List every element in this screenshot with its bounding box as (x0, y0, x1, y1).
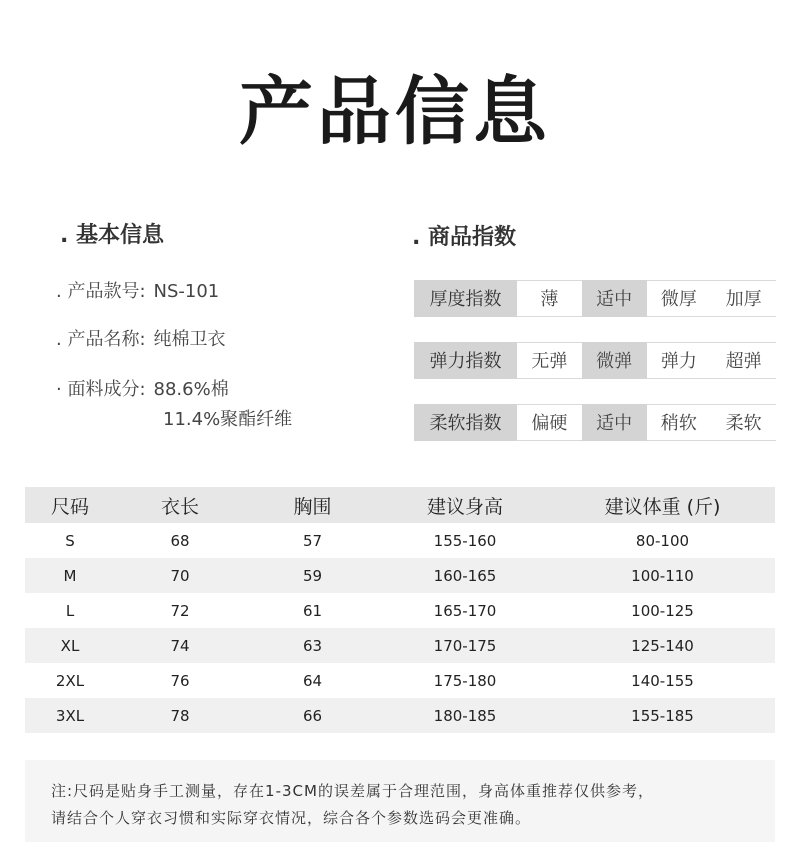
index-option: 微厚 (647, 280, 712, 317)
index-option: 柔软 (711, 404, 776, 441)
index-name: 柔软指数 (414, 404, 517, 441)
table-cell: M (25, 558, 115, 593)
note-line: 注:尺码是贴身手工测量，存在1-3CM的误差属于合理范围，身高体重推荐仅供参考， (51, 782, 654, 800)
table-row (25, 558, 775, 593)
index-option: 稍软 (647, 404, 712, 441)
table-row (25, 628, 775, 663)
index-name: 弹力指数 (414, 342, 517, 379)
info-value-secondary: 11.4%聚酯纤维 (163, 409, 293, 430)
table-cell: 74 (115, 628, 245, 663)
table-cell: 63 (245, 628, 380, 663)
table-cell: 64 (302, 671, 323, 690)
column-header-weight: 建议体重 (斤) (550, 487, 775, 523)
table-cell: 2XL (55, 671, 85, 690)
table-cell: 100-125 (631, 601, 694, 620)
table-cell: 72 (170, 601, 190, 620)
column-header-height: 建议身高 (380, 487, 550, 523)
column-header-length: 衣长 (115, 487, 245, 523)
table-cell: 66 (245, 698, 380, 733)
index-option: 薄 (517, 280, 582, 317)
table-cell: 140-155 (631, 671, 694, 690)
index-option: 无弹 (517, 342, 582, 379)
table-cell: 155-185 (550, 698, 775, 733)
table-row (25, 663, 775, 698)
table-cell: 155-160 (433, 531, 497, 550)
note-line: 请结合个人穿衣习惯和实际穿衣情况，综合各个参数选码会更准确。 (51, 809, 532, 827)
info-label: . 产品款号: (56, 281, 146, 302)
info-value: 88.6%棉 (153, 379, 229, 400)
index-option-selected: 适中 (582, 280, 647, 317)
basic-info-heading: . 基本信息 (60, 223, 165, 248)
info-value: NS-101 (153, 281, 220, 302)
table-cell: 165-170 (433, 601, 497, 620)
index-name: 厚度指数 (414, 280, 517, 317)
table-cell: 3XL (25, 698, 115, 733)
info-row-fabric (56, 376, 229, 404)
table-cell: 100-110 (550, 558, 775, 593)
table-cell: 180-185 (380, 698, 550, 733)
table-cell: 76 (170, 671, 190, 690)
info-label: . 产品名称: (56, 329, 146, 350)
index-option: 超弹 (711, 342, 776, 379)
table-cell: 78 (115, 698, 245, 733)
table-cell: 170-175 (380, 628, 550, 663)
measurement-note (25, 760, 775, 842)
table-cell: 160-165 (380, 558, 550, 593)
info-label: · 面料成分: (56, 379, 146, 400)
index-option: 弹力 (647, 342, 712, 379)
table-cell: XL (25, 628, 115, 663)
info-value: 纯棉卫衣 (153, 329, 226, 350)
table-cell: S (65, 531, 75, 550)
product-index-heading: . 商品指数 (412, 225, 517, 250)
index-option: 加厚 (711, 280, 776, 317)
table-row (25, 593, 775, 628)
table-row (25, 698, 775, 733)
index-row-thickness (414, 280, 776, 317)
table-cell: 80-100 (635, 531, 690, 550)
table-header-row (25, 487, 775, 523)
table-cell: 57 (302, 531, 323, 550)
table-cell: 68 (170, 531, 190, 550)
size-table (25, 487, 775, 733)
index-option-selected: 适中 (582, 404, 647, 441)
index-option: 偏硬 (517, 404, 582, 441)
table-row (25, 523, 775, 558)
table-cell: 59 (245, 558, 380, 593)
info-row-style-number (56, 278, 219, 306)
page-title: 产品信息 (239, 69, 551, 155)
table-cell: L (65, 601, 75, 620)
info-row-product-name (56, 326, 226, 354)
index-row-softness (414, 404, 776, 441)
index-option-selected: 微弹 (582, 342, 647, 379)
column-header-chest: 胸围 (245, 487, 380, 523)
table-cell: 175-180 (433, 671, 497, 690)
table-cell: 70 (115, 558, 245, 593)
table-cell: 125-140 (550, 628, 775, 663)
column-header-size: 尺码 (25, 487, 115, 523)
index-row-elasticity (414, 342, 776, 379)
table-cell: 61 (302, 601, 323, 620)
